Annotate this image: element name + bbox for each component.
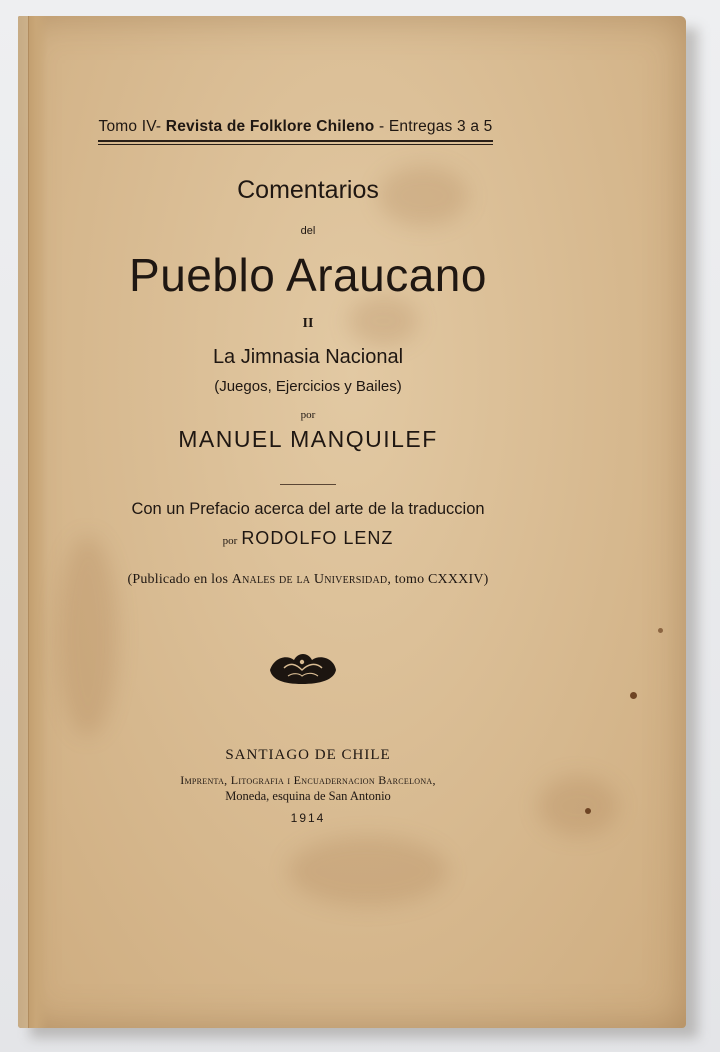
by-word: por bbox=[300, 409, 316, 421]
publication-after: , tomo CXXXIV) bbox=[387, 572, 489, 587]
author-name: MANUEL MANQUILEF bbox=[178, 426, 438, 452]
preface-author-name: RODOLFO LENZ bbox=[241, 528, 394, 548]
divider-rule bbox=[280, 484, 336, 485]
subtitle: La Jimnasia Nacional bbox=[212, 346, 404, 368]
publication-before: (Publicado en los bbox=[127, 572, 232, 587]
imprint-printer: Imprenta, Litografia i Encuadernacion Barcelona, bbox=[180, 773, 436, 787]
cover-text bbox=[18, 16, 686, 1028]
imprint-city: SANTIAGO DE CHILE bbox=[225, 747, 391, 763]
series-line bbox=[98, 118, 493, 136]
main-title: Pueblo Araucano bbox=[129, 249, 487, 301]
connector-word: del bbox=[300, 225, 316, 237]
volume-number: II bbox=[302, 316, 314, 331]
series-rule-bottom bbox=[98, 144, 493, 145]
imprint-year: 1914 bbox=[290, 811, 326, 825]
heading: Comentarios bbox=[237, 176, 379, 204]
series-volume: Tomo IV- bbox=[98, 118, 162, 135]
subtitle-detail: (Juegos, Ejercicios y Bailes) bbox=[214, 378, 402, 395]
series-journal: Revista de Folklore Chileno bbox=[165, 118, 375, 135]
imprint-address: Moneda, esquina de San Antonio bbox=[225, 789, 391, 803]
floral-ornament-icon bbox=[264, 646, 340, 688]
preface-author-line bbox=[18, 528, 598, 549]
publication-journal: Anales de la Universidad bbox=[231, 572, 388, 587]
series-issues: - Entregas 3 a 5 bbox=[378, 118, 493, 135]
publication-note bbox=[18, 572, 598, 588]
preface-note: Con un Prefacio acerca del arte de la traduccion bbox=[131, 500, 485, 518]
by-word: por bbox=[222, 535, 238, 547]
series-rule-top bbox=[98, 140, 493, 142]
